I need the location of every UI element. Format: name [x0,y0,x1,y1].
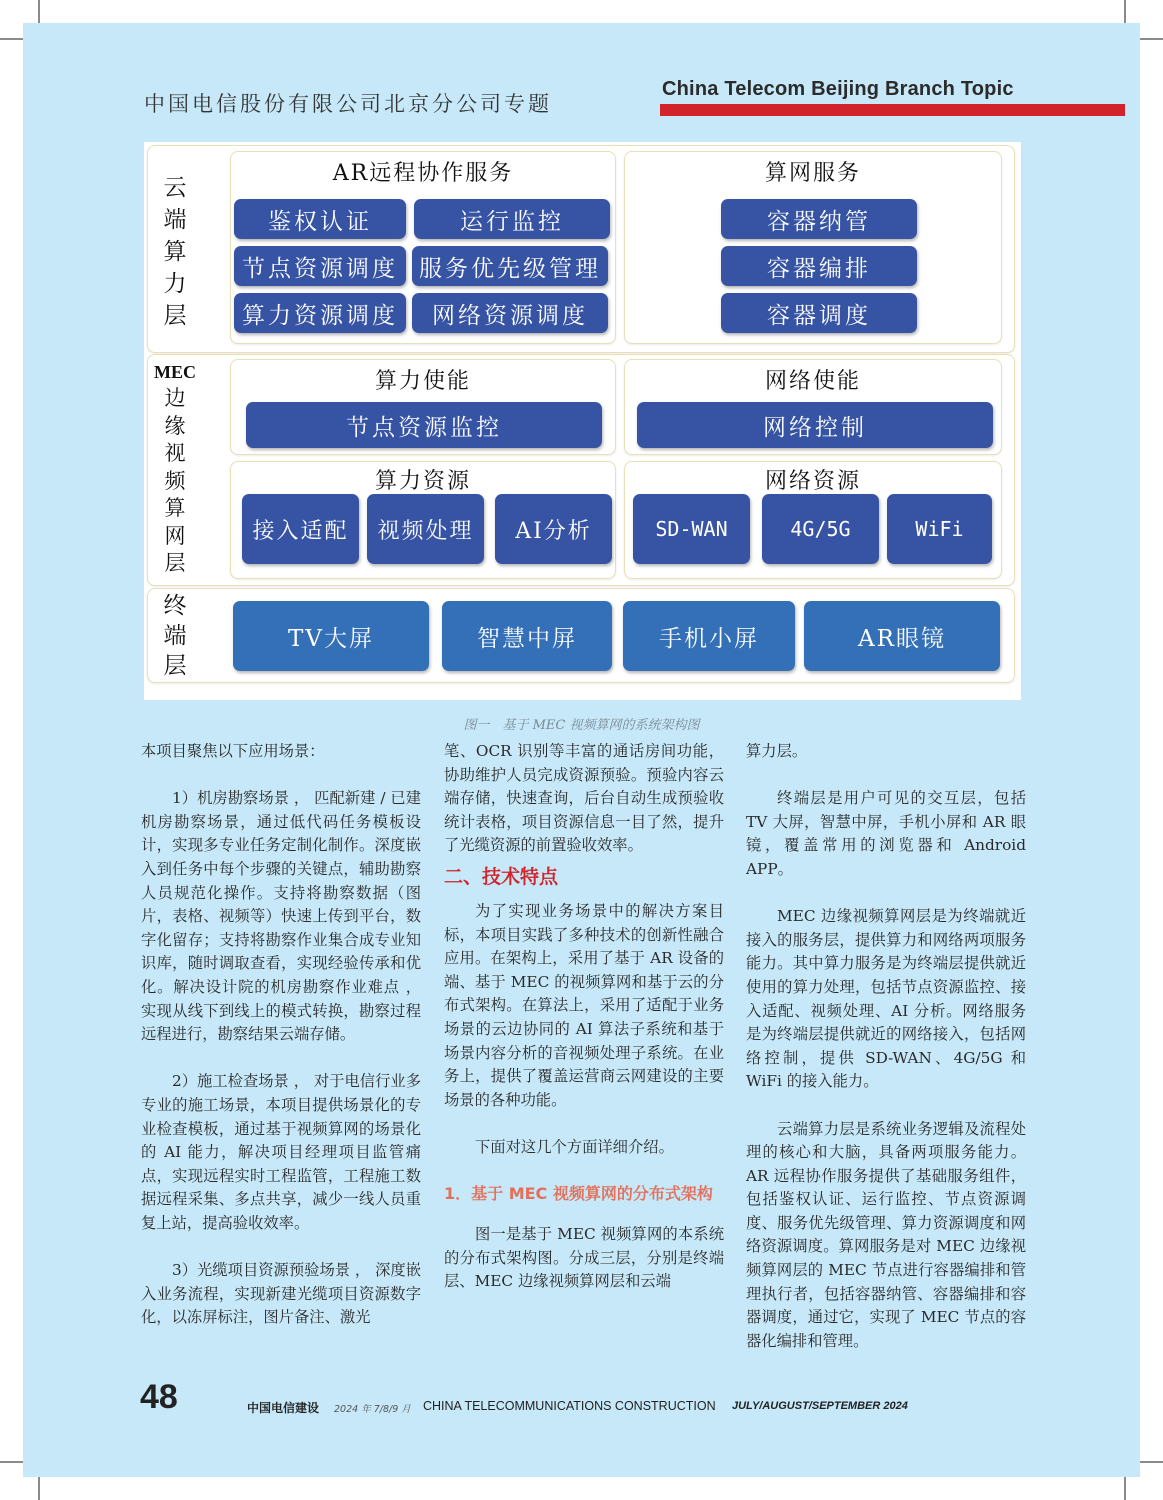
block-access-adapt: 接入适配 [242,494,359,564]
text-column-1 [141,740,421,1330]
block-phone-screen: 手机小屏 [623,601,795,671]
block-container-mgmt: 容器纳管 [721,199,917,239]
paragraph: 图一是基于 MEC 视频算网的本系统的分布式架构图。分成三层，分别是终端层、MEC 边缘视频算网层和云端 [444,1225,724,1291]
block-compute-schedule: 算力资源调度 [234,293,406,333]
block-node-schedule: 节点资源调度 [234,246,406,286]
crop-mark [1124,1473,1126,1500]
header-title-en: China Telecom Beijing Branch Topic [662,78,1014,100]
paragraph: 本项目聚焦以下应用场景： [141,742,325,760]
paragraph: 1）机房勘察场景 ， 匹配新建 / 已建机房勘察场景，通过低代码任务模板设计，实现多专业任务定制化制作。深度嵌入到任务中每个步骤的关键点，辅助勘察人员规范化操作。支持将勘察数据（图片，表格、视频等）快速上传到平台，数字化留存；支持将勘察作业集合成专业知识库，随时调取查看，实现经验传承和优化。解决设计院的机房勘察作业难点 ， 实现从线下到线上的模式转换，勘察过程远程进行，勘察结果云端存储。 [141,789,421,1044]
group-compute-enable [230,359,616,455]
header-accent-bar [660,104,1125,116]
paragraph: 下面对这几个方面详细介绍。 [475,1137,674,1156]
layer-label-cloud: 云端算力层 [163,175,187,329]
block-video-process: 视频处理 [367,494,484,564]
block-wifi: WiFi [887,494,992,564]
footer-magazine-en: CHINA TELECOMMUNICATIONS CONSTRUCTION [423,1399,716,1413]
group-compute-resource [230,461,616,579]
text-column-2 [444,740,724,1294]
layer-mec-edge [147,354,1015,586]
group-title: AR远程协作服务 [332,161,514,186]
section-heading: 二、技术特点 [444,865,559,888]
block-ai-analysis: AI分析 [495,494,612,564]
page-number: 48 [140,1378,178,1416]
block-sd-wan: SD-WAN [633,494,750,564]
block-container-orchestration: 容器编排 [721,246,917,286]
block-network-schedule: 网络资源调度 [412,293,608,333]
paragraph: 2）施工检查场景 ， 对于电信行业多专业的施工场景，本项目提供场景化的专业检查模板，通过基于视频算网的场景化的 AI 能力，解决项目经理项目监管痛点，实现远程实时工程监管，工程施工数据远程采集、多点共享，减少一线人员重复上站，提高验收效率。 [141,1072,421,1232]
layer-label-mec: 边缘视频算网层 [164,386,186,575]
paragraph: 云端算力层是系统业务逻辑及流程处理的核心和大脑，具备两项服务能力。AR 远程协作服务提供了基础服务组件，包括鉴权认证、运行监控、节点资源调度、服务优先级管理、算力资源调度和网络资源调度。算网服务是对 MEC 边缘视频算网层的 MEC 节点进行容器编排和管理执行者，包括容器纳管、容器编排和容器调度，通过它，实现了 MEC 节点的容器化编排和管理。 [746,1119,1026,1350]
block-4g-5g: 4G/5G [762,494,879,564]
block-auth: 鉴权认证 [234,199,406,239]
paragraph: 终端层是用户可见的交互层，包括 TV 大屏，智慧中屏，手机小屏和 AR 眼镜，覆盖常用的浏览器和 Android APP。 [746,789,1026,878]
text-column-3 [746,740,1026,1353]
crop-mark [1136,1461,1163,1463]
group-ar-collab [230,151,616,344]
paragraph: 笔、OCR 识别等丰富的通话房间功能，协助维护人员完成资源预验。预验内容云端存储，快速查询，后台自动生成预验收统计表格，项目资源信息一目了然，提升了光缆资源的前置验收效率。 [444,742,724,855]
group-title: 网络资源 [764,469,861,494]
block-service-priority: 服务优先级管理 [412,246,608,286]
footer-issue-cn: 2024 年 7/8/9 月 [334,1404,411,1415]
group-network-resource [624,461,1002,579]
group-compute-network-service [624,151,1002,344]
group-title: 网络使能 [764,369,861,394]
layer-terminal [147,588,1015,683]
group-title: 算力使能 [374,369,471,394]
block-run-monitor: 运行监控 [414,199,610,239]
paragraph: 为了实现业务场景中的解决方案目标，本项目实践了多种技术的创新性融合应用。在架构上，采用了基于 AR 设备的端、基于 MEC 的视频算网和基于云的分布式架构。在算法上，采用了适配于业务场景的云边协同的 AI 算法子系统和基于场景内容分析的音视频处理子系统。在业务上，提供了覆盖运营商云网建设的主要场景的各种功能。 [444,901,724,1109]
block-ar-glasses: AR眼镜 [804,601,1000,671]
block-network-control: 网络控制 [637,402,993,448]
crop-mark [38,1473,40,1500]
footer-issue-en: JULY/AUGUST/SEPTEMBER 2024 [732,1400,908,1412]
header-title-cn: 中国电信股份有限公司北京分公司专题 [144,92,552,116]
subsection-heading: 1．基于 MEC 视频算网的分布式架构 [444,1184,713,1204]
crop-mark [1136,38,1163,40]
group-title: 算力资源 [374,469,471,494]
layer-cloud [147,145,1015,353]
architecture-diagram [144,142,1021,700]
block-smart-screen: 智慧中屏 [442,601,612,671]
block-node-monitor: 节点资源监控 [246,402,602,448]
group-title: 算网服务 [764,161,861,186]
paragraph: 3）光缆项目资源预验场景 ， 深度嵌入业务流程，实现新建光缆项目资源数字化，以冻屏标注，图片备注、激光 [141,1261,421,1327]
paragraph: MEC 边缘视频算网层是为终端就近接入的服务层，提供算力和网络两项服务能力。其中算力服务是为终端层提供就近使用的算力处理，包括节点资源监控、接入适配、视频处理、AI 分析。网络服务是为终端层提供就近的网络接入，包括网络控制，提供 SD-WAN、4G/5G 和 WiFi 的接入能力。 [746,907,1026,1091]
footer-magazine-cn: 中国电信建设 [247,1401,320,1415]
figure-caption: 图一 基于 MEC 视频算网的系统架构图 [463,718,700,733]
block-container-schedule: 容器调度 [721,293,917,333]
layer-label-mec-top: MEC [154,362,196,382]
block-tv-screen: TV大屏 [233,601,429,671]
group-network-enable [624,359,1002,455]
paragraph: 算力层。 [746,742,808,760]
layer-label-terminal: 终端层 [163,593,187,679]
